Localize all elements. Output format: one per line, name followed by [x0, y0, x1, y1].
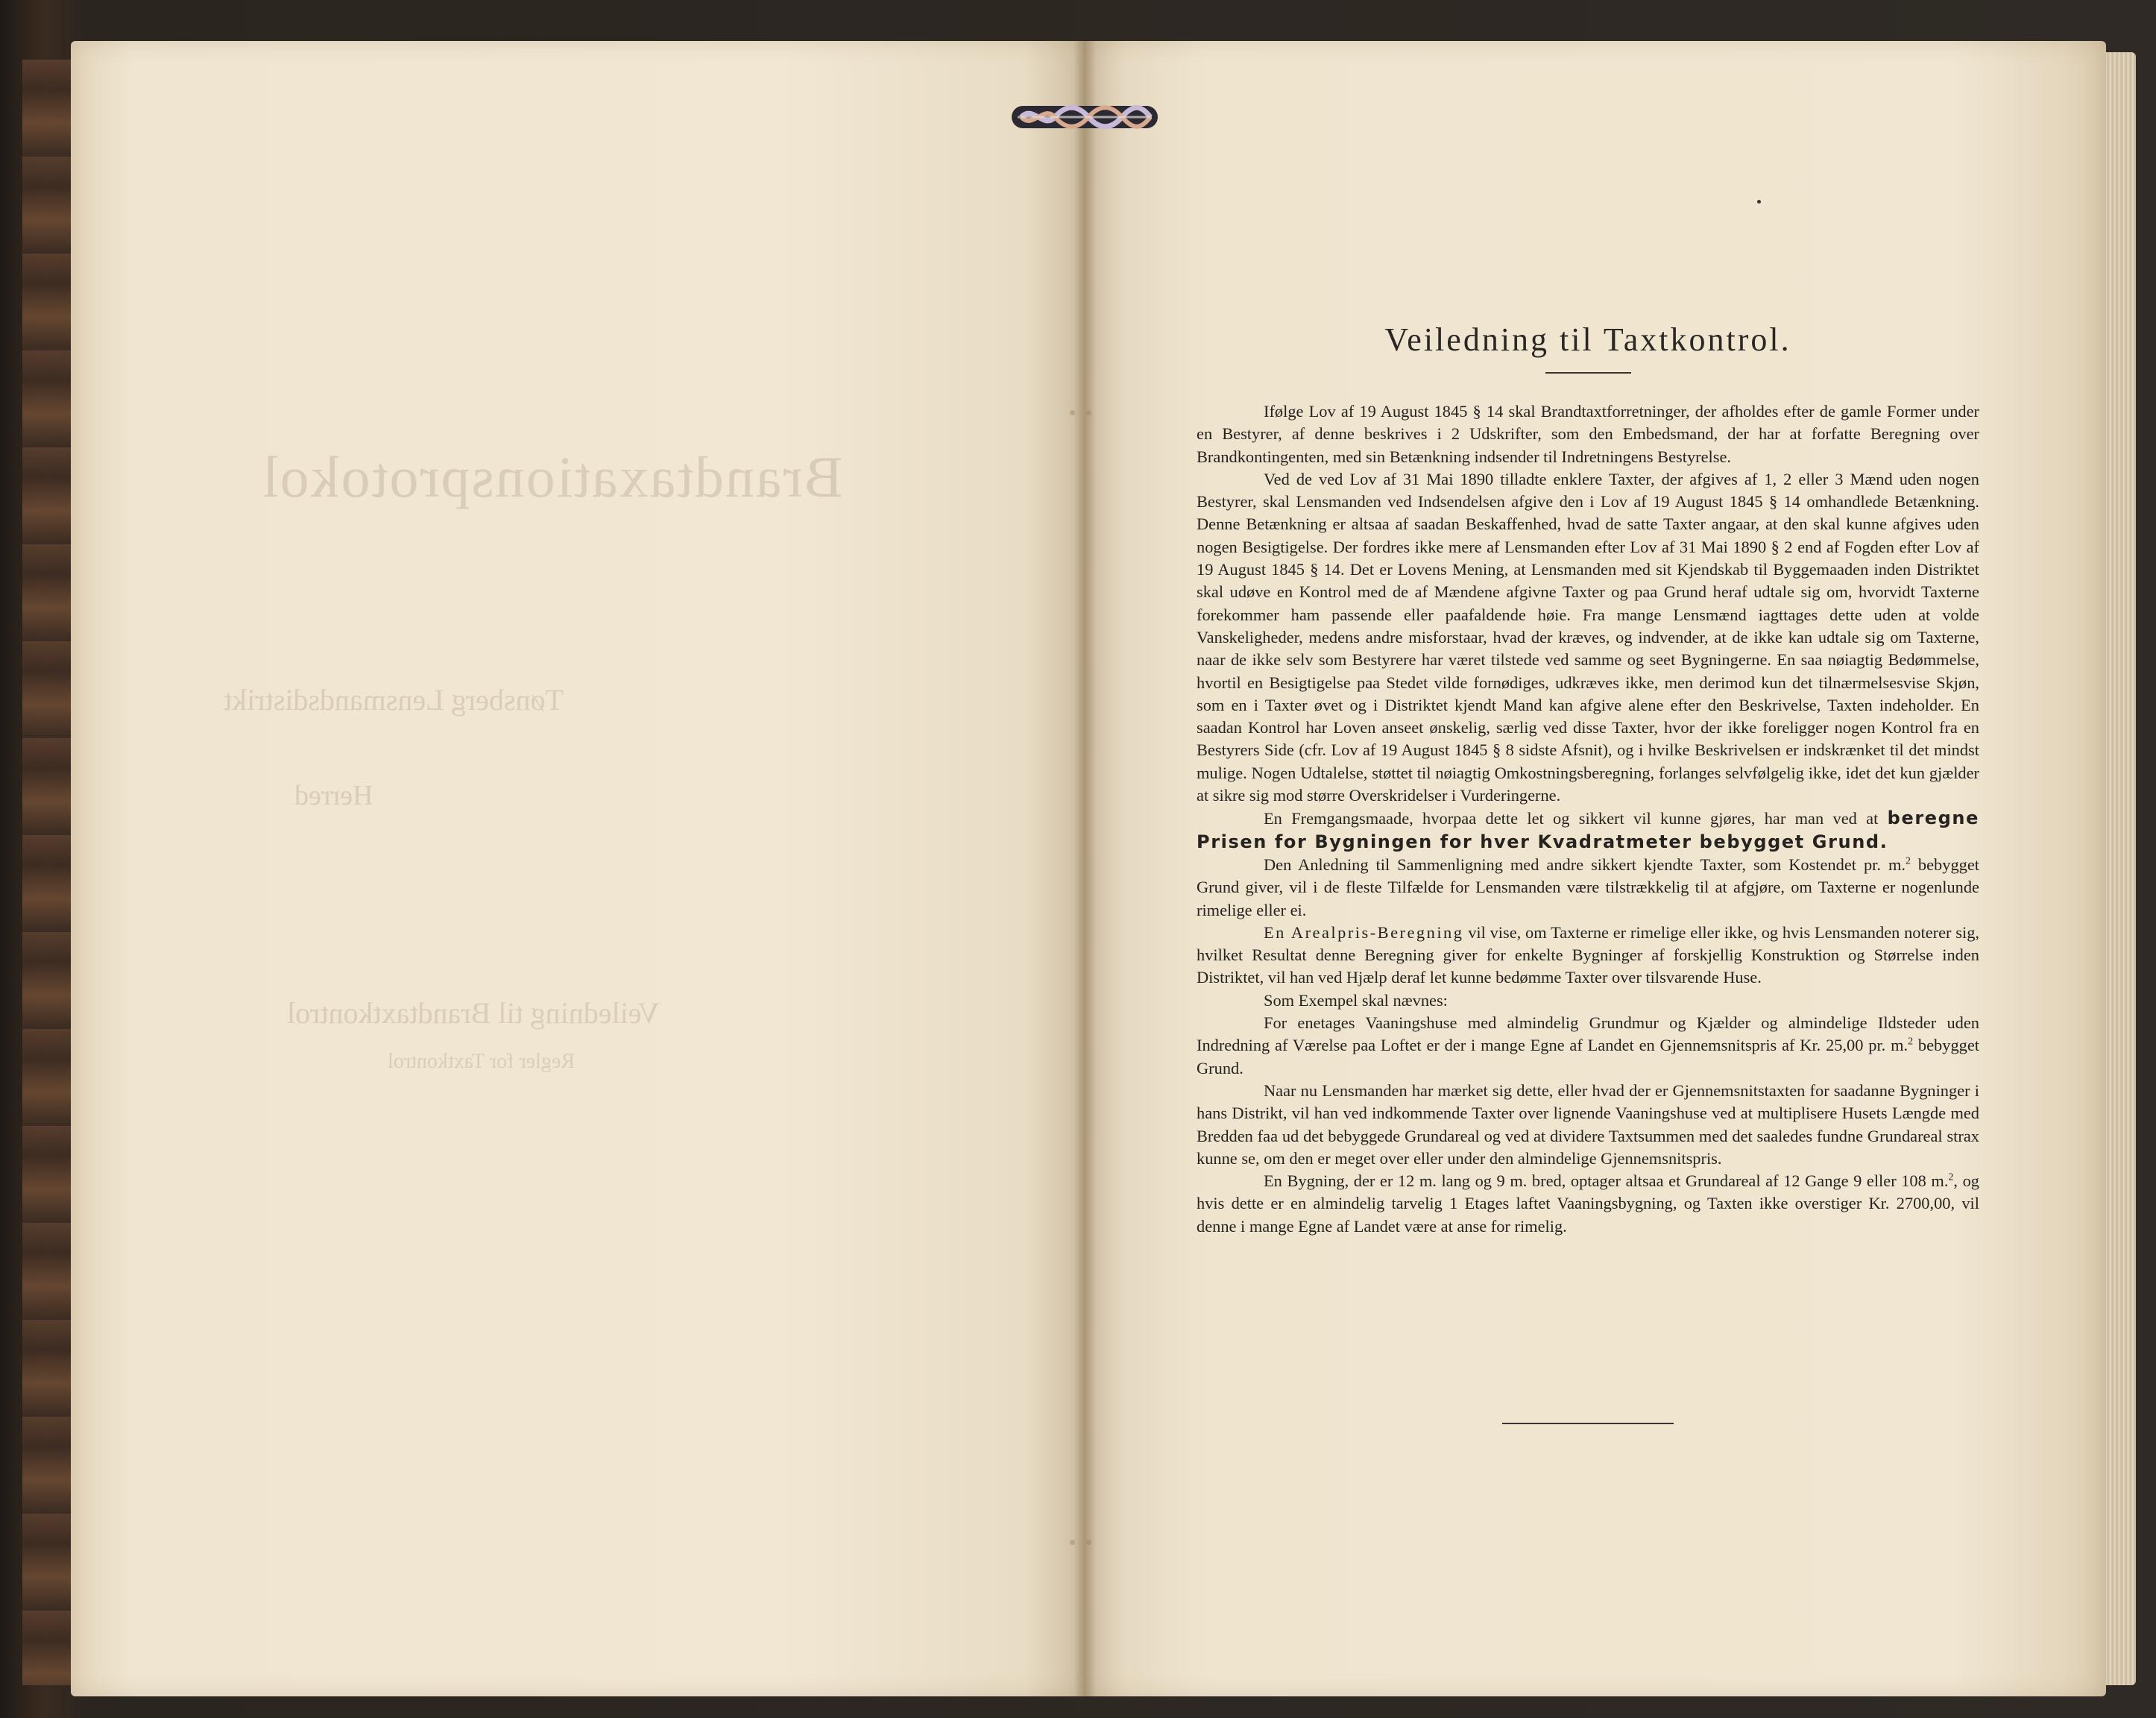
- binding-thread-icon: [1010, 98, 1159, 136]
- paragraph: [1197, 807, 1979, 854]
- paragraph-text: , og hvis dette er en almindelig tarvelig 1 Etages laftet Vaaningsbygning, og Taxten ikke overstiger Kr. 2700,00, vil denne i mange Egne af Landet være at anse for rimelig.: [1197, 1171, 1979, 1236]
- bleed-through-line: Veiledning til Brandtaxtkontrol: [287, 996, 660, 1030]
- superscript: 2: [1908, 1036, 1914, 1048]
- document-title: Veiledning til Taxtkontrol.: [1384, 321, 1791, 358]
- ink-speck: [1757, 200, 1761, 204]
- superscript: 2: [1948, 1171, 1954, 1183]
- paragraph: Ved de ved Lov af 31 Mai 1890 tilladte enklere Taxter, der afgives af 1, 2 eller 3 Mænd uden nogen Bestyrer, skal Lensmanden ved Indsendelsen afgive den i Lov af 19 August 1845 § 14 omhandlede Betænkning. Denne Betænkning er altsaa af saadan Beskaffenhed, hvad de satte Taxter angaar, at den skal kunne afgives uden nogen Besigtigelse. Der fordres ikke mere af Lensmanden efter Lov af 31 Mai 1890 § 2 end af Fogden efter Lov af 19 August 1845 § 14. Det er Lovens Mening, at Lensmanden med sit Kjendskab til Byggemaaden inden Distriktet skal udøve en Kontrol med de af Mændene afgivne Taxter og paa Grund heraf udtale sig om, hvorvidt Taxterne forekommer ham passende eller paafaldende høie. Fra mange Lensmænd iagttages dette uden at volde Vanskeligheder, medens andre misforstaar, hvad der kræves, og indvender, at de ikke kan udtale sig om Taxterne, naar de ikke selv som Bestyrere har været tilstede ved samme og seet Bygningerne. En saa nøiagtig Bedømmelse, hvortil en Besigtigelse paa Stedet vilde fornødiges, udkræves ikke, men derimod kun det tilnærmelsesvise Skjøn, som en i Taxter øvet og i Distriktet kjendt Mand kan afgive alene efter den Beskrivelse, Taxten indeholder. En saadan Kontrol har Loven anseet ønskelig, særlig ved disse Taxter, hvor der ikke foreligger nogen Kontrol fra en Bestyrers Side (cfr. Lov af 19 August 1845 § 8 sidste Afsnit), og i hvilke Beskrivelsen er indskrænket til det mindst mulige. Nogen Udtalelse, støttet til nøiagtig Omkostningsberegning, forlanges selvfølgelig ikke, idet det kun gjælder at sikre sig mod større Overskridelser i Vurderingerne.: [1197, 469, 1979, 805]
- bleed-through-line: Regler for Taxtkontrol: [388, 1050, 576, 1073]
- paragraph: [1197, 854, 1979, 922]
- book-cover-edge: [22, 60, 75, 1685]
- left-page: [71, 41, 1085, 1696]
- bleed-through-line: Tønsberg Lensmandsdistrikt: [224, 683, 564, 717]
- title-divider: [1545, 372, 1631, 374]
- end-divider: [1502, 1423, 1674, 1424]
- paragraph-text: For enetages Vaaningshuse med almindelig Grundmur og Kjælder og almindelige Ildsteder uden Indredning af Værelse paa Loftet er der i mange Egne af Landet en Gjennemsnitspris af Kr. 25,00 pr. m.: [1197, 1013, 1979, 1055]
- paragraph-text: En Bygning, der er 12 m. lang og 9 m. bred, optager altsaa et Grundareal af 12 Gange 9 eller 108 m.: [1264, 1171, 1949, 1191]
- bleed-through-title: Brandtaxationsprotokol: [261, 444, 843, 509]
- emphasized-text: beregne Prisen for Bygningen for hver Kvadratmeter bebygget Grund.: [1197, 808, 1979, 852]
- paragraph: Som Exempel skal nævnes:: [1264, 990, 1448, 1010]
- document-body: [1197, 400, 1979, 1238]
- paragraph: Ifølge Lov af 19 August 1845 § 14 skal Brandtaxtforretninger, der afholdes efter de gamle Former under en Bestyrer, af denne beskrives i 2 Udskrifter, som den Embedsmand, der har at forfatte Beregning over Brandkontingenten, med sin Betænkning indsender til Indretningens Bestyrelse.: [1197, 402, 1979, 466]
- paragraph: [1197, 1170, 1979, 1238]
- paragraph-text: En Fremgangsmaade, hvorpaa dette let og sikkert vil kunne gjøres, har man ved at: [1264, 809, 1879, 828]
- book-gutter: [1074, 41, 1096, 1696]
- paragraph: Naar nu Lensmanden har mærket sig dette, eller hvad der er Gjennemsnitstaxten for saadanne Bygninger i hans Distrikt, vil han ved indkommende Taxter over lignende Vaaningshuse ved at multiplisere Husets Længde med Bredden faa ud det bebyggede Grundareal og ved at dividere Taxtsummen med det saaledes fundne Grundareal strax kunne se, om den er meget over eller under den almindelige Gjennemsnitspris.: [1197, 1080, 1979, 1168]
- superscript: 2: [1905, 855, 1911, 867]
- spaced-text: En Arealpris-Beregning: [1264, 922, 1464, 942]
- document-content: [1197, 321, 1979, 1238]
- paragraph-text: Den Anledning til Sammenligning med andre sikkert kjendte Taxter, som Kostendet pr. m.: [1264, 855, 1906, 874]
- paragraph: [1197, 1012, 1979, 1080]
- paragraph-text: bebygget Grund giver, vil i de fleste Tilfælde for Lensmanden være tilstrækkelig til at afgjøre, om Taxterne er nogenlunde rimelige eller ei.: [1197, 855, 1979, 919]
- page-stack-edge: [2106, 52, 2136, 1685]
- paragraph-text: bebygget Grund.: [1197, 1036, 1979, 1077]
- paragraph: [1197, 922, 1979, 989]
- paragraph-text: vil vise, om Taxterne er rimelige eller ikke, og hvis Lensmanden noterer sig, hvilket Resultat denne Beregning giver for enkelte Bygninger af forskjellig Konstruktion og Størrelse inden Distriktet, vil han ved Hjælp deraf let kunne bedømme Taxter over tilsvarende Huse.: [1197, 922, 1979, 987]
- bleed-through-line: Herred: [294, 780, 373, 811]
